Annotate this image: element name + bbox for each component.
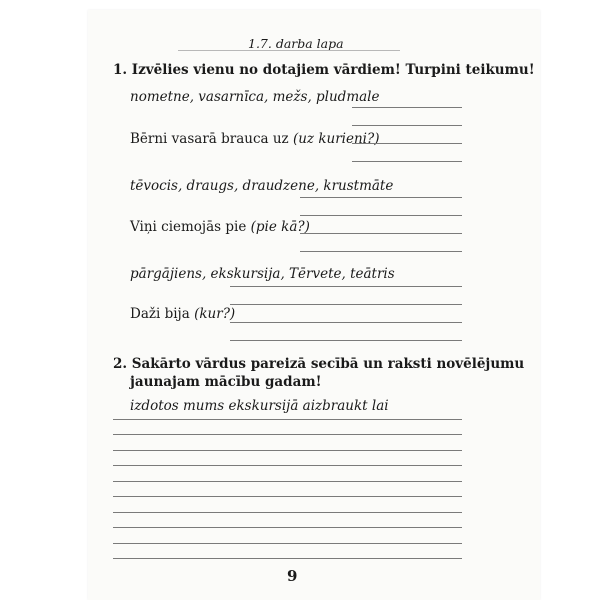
writing-line[interactable] — [113, 434, 462, 435]
answer-line[interactable] — [300, 233, 462, 234]
answer-line[interactable] — [230, 322, 462, 323]
sentence-2-text: Viņi ciemojās pie — [130, 219, 247, 235]
answer-line[interactable] — [352, 143, 462, 144]
answer-line[interactable] — [300, 197, 462, 198]
writing-line[interactable] — [113, 419, 462, 420]
answer-line[interactable] — [352, 107, 462, 108]
scrambled-words: izdotos mums ekskursijā aizbraukt lai — [130, 398, 389, 414]
sentence-1 — [130, 131, 380, 147]
title-underline — [178, 50, 400, 51]
page-number: 9 — [287, 567, 298, 585]
word-options-3: pārgājiens, ekskursija, Tērvete, teātris — [130, 266, 395, 282]
writing-line[interactable] — [113, 543, 462, 544]
writing-line[interactable] — [113, 527, 462, 528]
word-options-1: nometne, vasarnīca, mežs, pludmale — [130, 89, 380, 105]
sentence-3-question: (kur?) — [194, 306, 236, 322]
writing-line[interactable] — [113, 496, 462, 497]
writing-line[interactable] — [113, 481, 462, 482]
answer-line[interactable] — [230, 304, 462, 305]
answer-line[interactable] — [230, 340, 462, 341]
sentence-1-question: (uz kurieni?) — [292, 131, 380, 147]
sentence-1-text: Bērni vasarā brauca uz — [130, 131, 289, 147]
worksheet-title: 1.7. darba lapa — [248, 36, 344, 51]
writing-line[interactable] — [113, 558, 462, 559]
sentence-2 — [130, 219, 310, 235]
sentence-3 — [130, 306, 235, 322]
answer-line[interactable] — [300, 251, 462, 252]
answer-line[interactable] — [352, 125, 462, 126]
answer-line[interactable] — [230, 286, 462, 287]
writing-line[interactable] — [113, 465, 462, 466]
answer-line[interactable] — [300, 215, 462, 216]
writing-line[interactable] — [113, 450, 462, 451]
task-2-heading-line-2: jaunajam mācību gadam! — [130, 374, 322, 390]
task-1-heading: 1. Izvēlies vienu no dotajiem vārdiem! Turpini teikumu! — [113, 62, 535, 78]
answer-line[interactable] — [352, 161, 462, 162]
task-2-heading-line-1: 2. Sakārto vārdus pareizā secībā un raksti novēlējumu — [113, 356, 525, 372]
sentence-2-question: (pie kā?) — [250, 219, 310, 235]
sentence-3-text: Daži bija — [130, 306, 190, 322]
word-options-2: tēvocis, draugs, draudzene, krustmāte — [130, 178, 394, 194]
writing-line[interactable] — [113, 512, 462, 513]
